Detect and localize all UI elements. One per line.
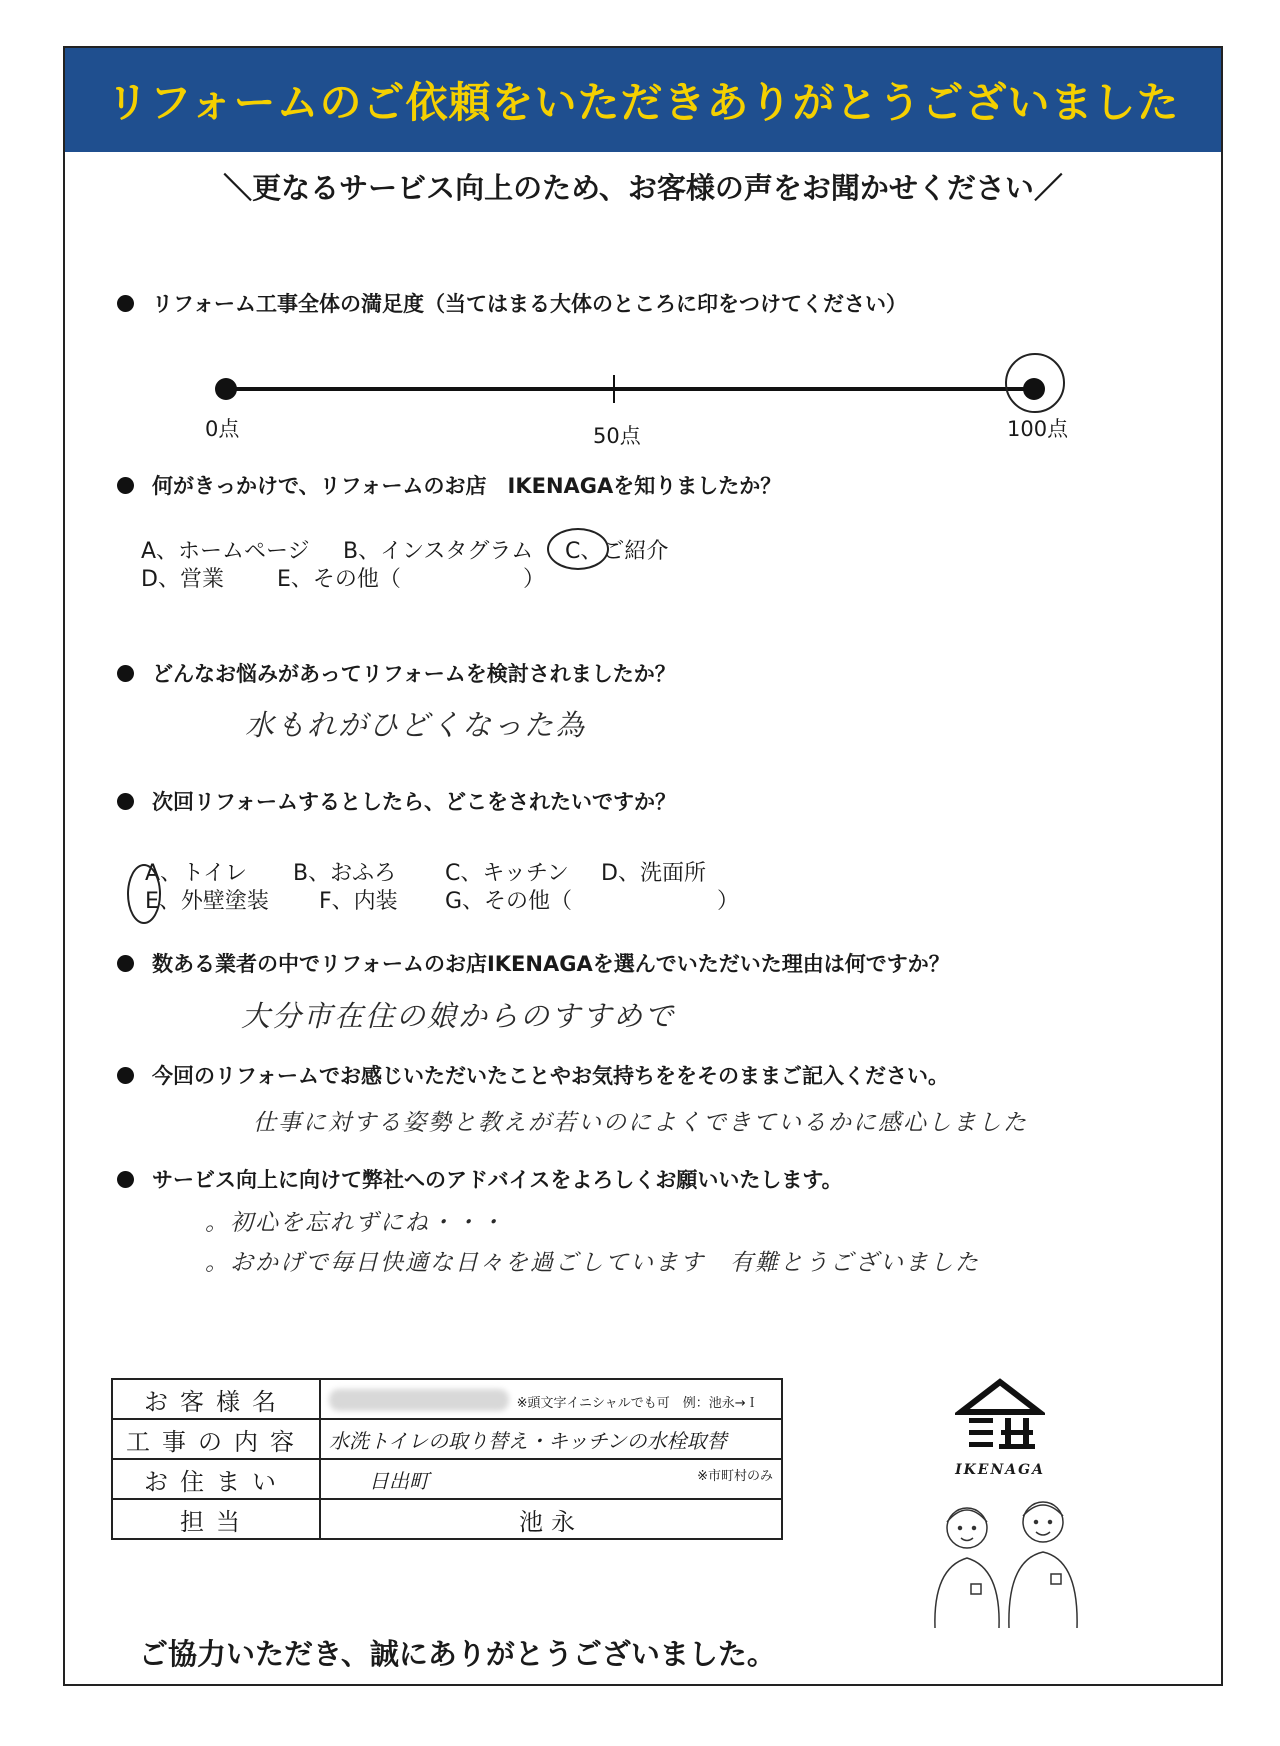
row-value	[320, 1379, 782, 1419]
question-impression	[117, 1060, 949, 1090]
option-b: B、おふろ	[293, 861, 397, 886]
row-note: ※頭文字イニシャルでも可 例：池永→Ｉ	[516, 1396, 759, 1411]
table-row	[112, 1379, 782, 1419]
staff-illustration-icon	[905, 1488, 1105, 1638]
bullet-icon	[117, 955, 134, 972]
question-label: どんなお悩みがあってリフォームを検討されましたか？	[152, 662, 676, 686]
row-header: お客様名	[112, 1379, 320, 1419]
banner-title: リフォームのご依頼をいただきありがとうございました	[106, 78, 1180, 127]
option-d: D、営業	[141, 567, 224, 592]
bullet-icon	[117, 477, 134, 494]
handwritten-answer-reason: 大分市在住の娘からのすすめで	[241, 999, 676, 1033]
option-a: A、ホームページ	[141, 539, 310, 564]
option-c-circle	[547, 528, 609, 570]
row-header: 担当	[112, 1499, 320, 1539]
bullet-icon	[117, 793, 134, 810]
scale-min-dot	[215, 378, 237, 400]
table-row	[112, 1499, 782, 1539]
score-selection-circle	[1005, 353, 1065, 413]
question-label: 今回のリフォームでお感じいただいたことやお気持ちををそのままご記入ください。	[152, 1064, 949, 1088]
row-header: お住まい	[112, 1459, 320, 1499]
survey-sheet	[63, 46, 1223, 1686]
scale-label-0: 0点	[205, 417, 240, 441]
satisfaction-scale-line	[225, 387, 1035, 391]
handwritten-advice-line-1: 。初心を忘れずにね・・・	[205, 1210, 505, 1236]
option-f: F、内装	[319, 889, 398, 914]
subtitle: ＼更なるサービス向上のため、お客様の声をお聞かせください／	[223, 171, 1063, 205]
option-e: E、その他（	[277, 567, 401, 592]
option-b: B、インスタグラム	[343, 539, 534, 564]
row-value: 日出町 ※市町村のみ	[320, 1459, 782, 1499]
redacted-name	[329, 1389, 509, 1411]
bullet-icon	[117, 295, 134, 312]
question-next-reform	[117, 786, 676, 816]
question-label: 何がきっかけで、リフォームのお店 IKENAGAを知りましたか？	[152, 474, 782, 498]
row-header: 工事の内容	[112, 1419, 320, 1459]
question-label: 数ある業者の中でリフォームのお店IKENAGAを選んでいただいた理由は何ですか？	[152, 952, 950, 976]
banner	[65, 48, 1221, 152]
option-e-close: ）	[523, 567, 546, 592]
logo-word: IKENAGA	[955, 1462, 1045, 1478]
question-label: リフォーム工事全体の満足度（当てはまる大体のところに印をつけてください）	[152, 292, 907, 316]
question-satisfaction	[117, 288, 907, 318]
option-c: C、ご紹介	[565, 539, 669, 564]
handwritten-answer-impression: 仕事に対する姿勢と教えが若いのによくできているかに感心しました	[253, 1110, 1028, 1136]
closing-thanks: ご協力いただき、誠にありがとうございました。	[139, 1637, 776, 1671]
option-g: G、その他（	[445, 889, 573, 914]
question-label: 次回リフォームするとしたら、どこをされたいですか？	[152, 790, 676, 814]
table-row	[112, 1419, 782, 1459]
question-concern	[117, 658, 676, 688]
option-e: E、外壁塗装	[145, 889, 269, 914]
option-e-circle	[127, 864, 161, 924]
scale-mid-tick	[613, 375, 615, 403]
option-d: D、洗面所	[601, 861, 706, 886]
option-g-close: ）	[717, 889, 740, 914]
question-source	[117, 470, 781, 500]
row-value: 水洗トイレの取り替え・キッチンの水栓取替	[320, 1419, 782, 1459]
house-logo-icon	[955, 1378, 1045, 1458]
handwritten-advice-line-2: 。おかげで毎日快適な日々を過ごしています 有難とうございました	[205, 1250, 980, 1276]
table-row	[112, 1459, 782, 1499]
customer-info-table	[111, 1378, 783, 1540]
bullet-icon	[117, 1067, 134, 1084]
scale-label-50: 50点	[593, 424, 641, 448]
row-note: ※市町村のみ	[697, 1468, 773, 1484]
bullet-icon	[117, 1171, 134, 1188]
row-value: 池永	[320, 1499, 782, 1539]
option-a: A、トイレ	[145, 861, 247, 886]
ikenaga-logo	[935, 1378, 1065, 1478]
handwritten-answer-concern: 水もれがひどくなった為	[245, 708, 587, 742]
scale-label-100: 100点	[1007, 417, 1069, 441]
question-advice	[117, 1164, 843, 1194]
question-reason	[117, 948, 950, 978]
option-c: C、キッチン	[445, 861, 569, 886]
question-label: サービス向上に向けて弊社へのアドバイスをよろしくお願いいたします。	[152, 1168, 843, 1192]
bullet-icon	[117, 665, 134, 682]
